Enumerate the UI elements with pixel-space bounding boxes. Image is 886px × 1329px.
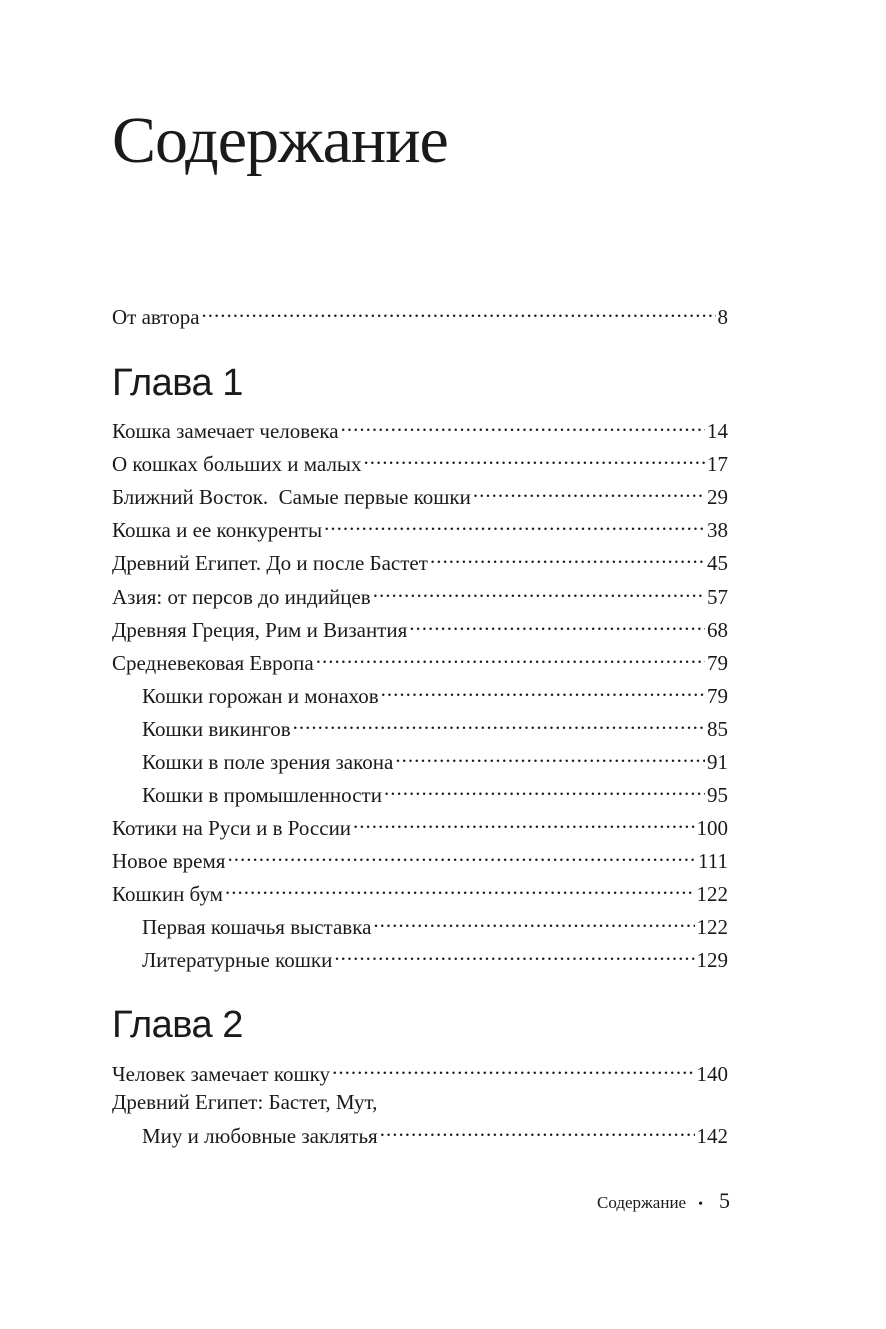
toc-entry-title: Средневековая Европа: [112, 651, 314, 675]
dot-leader: [373, 906, 694, 934]
toc-entry-page: 100: [696, 816, 728, 840]
dot-leader: [430, 542, 705, 570]
dot-leader: [334, 939, 694, 967]
dot-leader: [332, 1053, 694, 1081]
toc-entry[interactable]: [112, 840, 728, 873]
toc-entry-page: 142: [696, 1124, 728, 1148]
page-title: Содержание: [112, 104, 448, 177]
toc-entry-title: Азия: от персов до индийцев: [112, 585, 371, 609]
dot-leader: [364, 443, 705, 471]
dot-leader: [341, 410, 705, 438]
toc-entry-page: 140: [696, 1062, 728, 1086]
toc-subentry[interactable]: [112, 939, 728, 972]
toc-entry[interactable]: [112, 576, 728, 609]
toc-entry-title: Первая кошачья выставка: [142, 915, 372, 939]
toc-entry-title: Кошка и ее конкуренты: [112, 518, 323, 542]
toc-entry-title: Новое время: [112, 849, 226, 873]
dot-leader: [293, 708, 705, 736]
toc-entry[interactable]: [112, 443, 728, 476]
toc-entry[interactable]: [112, 609, 728, 642]
toc-entry-page: 129: [696, 948, 728, 972]
toc-entry-title: Ближний Восток. Самые первые кошки: [112, 485, 471, 509]
toc-entry-title: Древняя Греция, Рим и Византия: [112, 618, 408, 642]
dot-leader: [227, 840, 696, 868]
toc-entry-intro[interactable]: [112, 296, 728, 329]
toc-entry-title: Кошки горожан и монахов: [142, 684, 379, 708]
toc-entry-title: Древний Египет. До и после Бастет: [112, 551, 428, 575]
toc-entry-title: Человек замечает кошку: [112, 1062, 331, 1086]
toc-entry-title: От автора: [112, 305, 200, 329]
toc-entry[interactable]: [112, 410, 728, 443]
toc-entry-title: Кошки викингов: [142, 717, 291, 741]
toc-entry-page: 17: [707, 452, 728, 476]
dot-leader: [202, 296, 716, 324]
toc-subentry[interactable]: [112, 741, 728, 774]
dot-leader: [373, 576, 705, 604]
dot-leader: [384, 774, 705, 802]
dot-leader: [324, 509, 705, 537]
toc-entry[interactable]: [112, 642, 728, 675]
toc-entry-page: 79: [707, 651, 728, 675]
toc-entry-page: 57: [707, 585, 728, 609]
bullet-separator: •: [698, 1197, 703, 1212]
toc-entry[interactable]: [112, 509, 728, 542]
toc-entry-page: 91: [707, 750, 728, 774]
toc-entry-title: Кошкин бум: [112, 882, 223, 906]
dot-leader: [409, 609, 705, 637]
toc-subentry[interactable]: [112, 675, 728, 708]
page-number: 5: [719, 1188, 730, 1213]
chapter-1-heading: Глава 1: [112, 362, 243, 404]
toc-entry[interactable]: [112, 1053, 728, 1086]
toc-entry-page: 68: [707, 618, 728, 642]
toc-entry[interactable]: [112, 1115, 728, 1148]
dot-leader: [316, 642, 705, 670]
dot-leader: [395, 741, 705, 769]
toc-entry-page: 38: [707, 518, 728, 542]
toc-entry-page: 111: [698, 849, 728, 873]
toc-entry-page: 95: [707, 783, 728, 807]
toc-entry-title-line2: Миу и любовные заклятья: [142, 1124, 378, 1148]
toc-entry-title: О кошках больших и малых: [112, 452, 362, 476]
toc-entry-title: Литературные кошки: [142, 948, 333, 972]
toc-entry-title: Кошка замечает человека: [112, 419, 339, 443]
toc-entry-page: 8: [717, 305, 728, 329]
toc-subentry[interactable]: [112, 774, 728, 807]
dot-leader: [473, 476, 705, 504]
chapter-2-heading: Глава 2: [112, 1004, 243, 1046]
toc-entry-title: Котики на Руси и в России: [112, 816, 352, 840]
toc-entry-title: Кошки в промышленности: [142, 783, 382, 807]
toc-entry[interactable]: [112, 873, 728, 906]
toc-entry-page: 122: [696, 882, 728, 906]
toc-entry-page: 79: [707, 684, 728, 708]
toc-entry[interactable]: [112, 807, 728, 840]
dot-leader: [380, 1115, 695, 1143]
toc-subentry[interactable]: [112, 708, 728, 741]
toc-entry[interactable]: [112, 542, 728, 575]
toc-entry-title-line1[interactable]: Древний Египет: Бастет, Мут,: [112, 1090, 378, 1114]
dot-leader: [225, 873, 695, 901]
page-footer: [597, 1188, 730, 1214]
running-title: Содержание: [597, 1193, 687, 1212]
toc-entry-title: Кошки в поле зрения закона: [142, 750, 394, 774]
toc-subentry[interactable]: [112, 906, 728, 939]
dot-leader: [353, 807, 694, 835]
toc-entry-page: 85: [707, 717, 728, 741]
toc-entry[interactable]: [112, 476, 728, 509]
dot-leader: [381, 675, 705, 703]
toc-entry-page: 29: [707, 485, 728, 509]
toc-entry-page: 45: [707, 551, 728, 575]
toc-entry-page: 122: [696, 915, 728, 939]
toc-entry-page: 14: [707, 419, 728, 443]
